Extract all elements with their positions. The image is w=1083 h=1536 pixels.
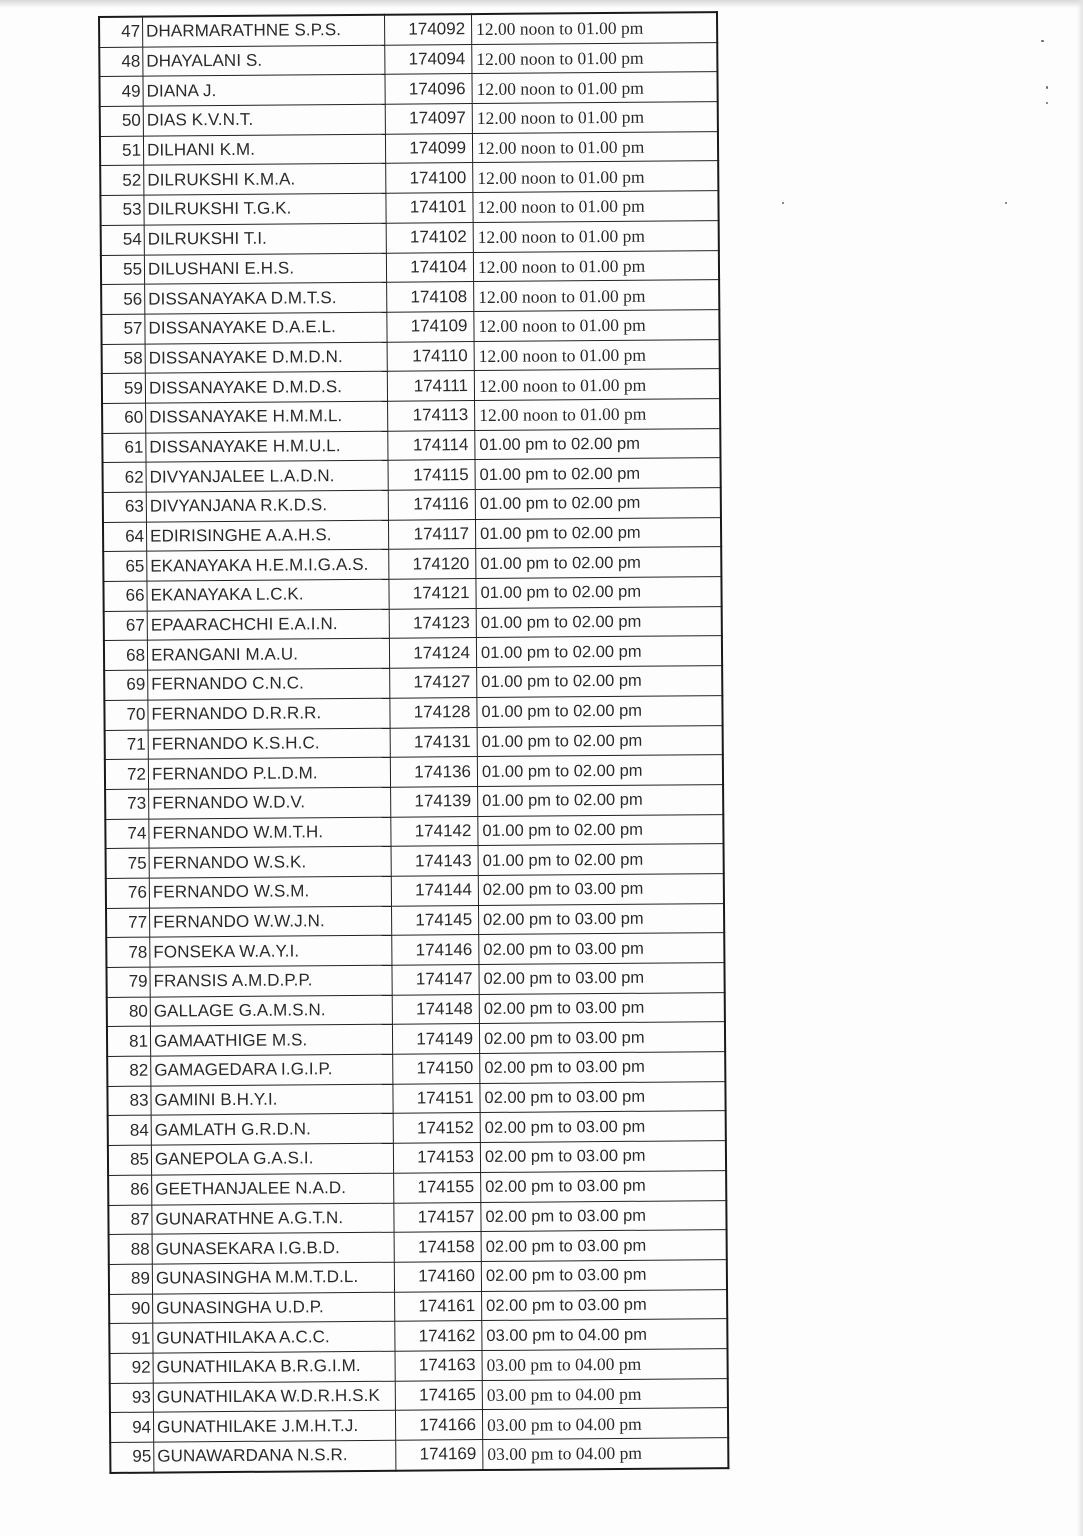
row-number: 63 — [103, 492, 147, 522]
table-row — [104, 666, 722, 701]
time-slot: 02.00 pm to 03.00 pm — [480, 1141, 726, 1173]
table-row — [109, 1319, 727, 1354]
time-slot: 02.00 pm to 03.00 pm — [479, 992, 725, 1024]
candidate-id: 174113 — [388, 400, 475, 430]
time-slot: 12.00 noon to 01.00 pm — [474, 310, 720, 342]
candidate-name: GUNATHILAKA A.C.C. — [153, 1321, 395, 1353]
candidate-name: EPAARACHCHI E.A.I.N. — [147, 609, 389, 641]
schedule-table — [98, 11, 729, 1474]
candidate-name: DHARMARATHNE S.P.S. — [143, 15, 385, 47]
table-row — [100, 191, 718, 226]
candidate-id: 174145 — [391, 905, 478, 935]
candidate-name: EKANAYAKA L.C.K. — [147, 579, 389, 611]
table-row — [108, 1111, 726, 1146]
row-number: 52 — [100, 166, 144, 196]
table-row — [106, 844, 724, 879]
candidate-name: FONSEKA W.A.Y.I. — [150, 936, 392, 968]
row-number: 54 — [101, 225, 145, 255]
row-number: 66 — [103, 581, 147, 611]
candidate-name: DILRUKSHI T.I. — [144, 223, 386, 255]
row-number: 78 — [106, 937, 150, 967]
table-row — [103, 517, 721, 552]
table-row — [105, 725, 723, 760]
candidate-id: 174121 — [389, 579, 476, 609]
candidate-id: 174131 — [390, 727, 477, 757]
candidate-name: FERNANDO W.S.M. — [149, 876, 391, 908]
row-number: 59 — [102, 373, 146, 403]
candidate-name: DILHANI K.M. — [143, 134, 385, 166]
time-slot: 12.00 noon to 01.00 pm — [474, 339, 720, 371]
row-number: 61 — [102, 433, 146, 463]
table-row — [101, 250, 719, 285]
table-row — [103, 547, 721, 582]
table-row — [107, 1022, 725, 1057]
table-row — [110, 1408, 728, 1443]
time-slot: 02.00 pm to 03.00 pm — [479, 1022, 725, 1054]
table-row — [106, 874, 724, 909]
row-number: 85 — [108, 1145, 152, 1175]
row-number: 71 — [105, 730, 149, 760]
table-row — [107, 992, 725, 1027]
candidate-id: 174114 — [388, 430, 475, 460]
candidate-name: GAMAATHIGE M.S. — [150, 1025, 392, 1057]
time-slot: 02.00 pm to 03.00 pm — [481, 1170, 727, 1202]
table-row — [102, 339, 720, 374]
time-slot: 12.00 noon to 01.00 pm — [472, 42, 718, 74]
row-number: 51 — [100, 136, 144, 166]
candidate-id: 174117 — [388, 519, 475, 549]
time-slot: 02.00 pm to 03.00 pm — [482, 1289, 728, 1321]
candidate-id: 174109 — [387, 311, 474, 341]
candidate-id: 174101 — [386, 193, 473, 223]
table-row — [101, 220, 719, 255]
row-number: 92 — [110, 1353, 154, 1383]
time-slot: 12.00 noon to 01.00 pm — [472, 102, 718, 134]
row-number: 64 — [103, 522, 147, 552]
time-slot: 12.00 noon to 01.00 pm — [472, 131, 718, 163]
time-slot: 02.00 pm to 03.00 pm — [481, 1200, 727, 1232]
candidate-name: GUNAWARDANA N.S.R. — [154, 1440, 396, 1472]
candidate-id: 174169 — [396, 1440, 483, 1471]
candidate-id: 174096 — [385, 74, 472, 104]
candidate-id: 174158 — [394, 1232, 481, 1262]
candidate-id: 174146 — [392, 935, 479, 965]
scan-speck — [782, 202, 784, 204]
row-number: 55 — [101, 255, 145, 285]
table-row — [103, 488, 721, 523]
candidate-name: GUNASEKARA I.G.B.D. — [152, 1232, 394, 1264]
table-row — [109, 1230, 727, 1265]
candidate-name: GUNATHILAKA B.R.G.I.M. — [153, 1351, 395, 1383]
row-number: 74 — [105, 819, 149, 849]
candidate-name: DISSANAYAKE H.M.M.L. — [146, 401, 388, 433]
table-row — [101, 310, 719, 345]
time-slot: 12.00 noon to 01.00 pm — [474, 369, 720, 401]
time-slot: 02.00 pm to 03.00 pm — [479, 963, 725, 995]
time-slot: 02.00 pm to 03.00 pm — [480, 1081, 726, 1113]
table-row — [107, 1081, 725, 1116]
time-slot: 03.00 pm to 04.00 pm — [483, 1438, 729, 1470]
row-number: 94 — [110, 1412, 154, 1442]
table-row — [104, 606, 722, 641]
scan-speck — [1041, 40, 1044, 42]
row-number: 48 — [99, 47, 143, 77]
row-number: 88 — [109, 1234, 153, 1264]
candidate-name: GUNATHILAKE J.M.H.T.J. — [153, 1411, 395, 1443]
candidate-id: 174115 — [388, 460, 475, 490]
table-row — [102, 399, 720, 434]
row-number: 75 — [106, 848, 150, 878]
table-row — [104, 636, 722, 671]
candidate-id: 174094 — [385, 44, 472, 74]
table-row — [106, 903, 724, 938]
candidate-name: GEETHANJALEE N.A.D. — [152, 1173, 394, 1205]
time-slot: 12.00 noon to 01.00 pm — [471, 12, 717, 44]
candidate-name: GUNATHILAKA W.D.R.H.S.K — [153, 1381, 395, 1413]
candidate-name: DIVYANJANA R.K.D.S. — [146, 490, 388, 522]
schedule-table-container — [98, 11, 731, 1474]
row-number: 57 — [101, 314, 145, 344]
table-row — [102, 428, 720, 463]
table-row — [101, 280, 719, 315]
candidate-name: FERNANDO D.R.R.R. — [148, 698, 390, 730]
time-slot: 03.00 pm to 04.00 pm — [482, 1319, 728, 1351]
candidate-name: GAMLATH G.R.D.N. — [151, 1114, 393, 1146]
row-number: 76 — [106, 878, 150, 908]
candidate-name: GUNASINGHA M.M.T.D.L. — [152, 1262, 394, 1294]
time-slot: 01.00 pm to 02.00 pm — [475, 458, 721, 490]
time-slot: 01.00 pm to 02.00 pm — [478, 814, 724, 846]
table-row — [105, 784, 723, 819]
table-row — [103, 458, 721, 493]
time-slot: 01.00 pm to 02.00 pm — [478, 844, 724, 876]
time-slot: 02.00 pm to 03.00 pm — [481, 1259, 727, 1291]
table-row — [105, 755, 723, 790]
candidate-id: 174111 — [387, 371, 474, 401]
table-row — [99, 72, 717, 107]
time-slot: 01.00 pm to 02.00 pm — [475, 488, 721, 520]
candidate-id: 174123 — [389, 608, 476, 638]
row-number: 47 — [99, 17, 143, 48]
candidate-id: 174136 — [390, 757, 477, 787]
candidate-name: FERNANDO W.D.V. — [149, 787, 391, 819]
candidate-id: 174148 — [392, 994, 479, 1024]
row-number: 67 — [104, 611, 148, 641]
time-slot: 12.00 noon to 01.00 pm — [472, 72, 718, 104]
candidate-id: 174161 — [395, 1291, 482, 1321]
candidate-id: 174104 — [386, 252, 473, 282]
candidate-id: 174099 — [385, 133, 472, 163]
time-slot: 01.00 pm to 02.00 pm — [476, 577, 722, 609]
candidate-id: 174149 — [392, 1024, 479, 1054]
candidate-id: 174124 — [389, 638, 476, 668]
candidate-id: 174162 — [395, 1321, 482, 1351]
row-number: 58 — [102, 344, 146, 374]
candidate-id: 174165 — [395, 1380, 482, 1410]
candidate-id: 174128 — [390, 697, 477, 727]
schedule-table-body — [99, 12, 728, 1472]
time-slot: 01.00 pm to 02.00 pm — [476, 547, 722, 579]
candidate-id: 174127 — [390, 668, 477, 698]
candidate-name: GAMAGEDARA I.G.I.P. — [151, 1054, 393, 1086]
time-slot: 12.00 noon to 01.00 pm — [473, 161, 719, 193]
time-slot: 12.00 noon to 01.00 pm — [473, 250, 719, 282]
candidate-id: 174163 — [395, 1350, 482, 1380]
candidate-name: FRANSIS A.M.D.P.P. — [150, 965, 392, 997]
candidate-id: 174151 — [393, 1083, 480, 1113]
table-row — [102, 369, 720, 404]
time-slot: 01.00 pm to 02.00 pm — [476, 606, 722, 638]
time-slot: 12.00 noon to 01.00 pm — [473, 220, 719, 252]
time-slot: 03.00 pm to 04.00 pm — [482, 1349, 728, 1381]
time-slot: 01.00 pm to 02.00 pm — [478, 784, 724, 816]
candidate-id: 174120 — [389, 549, 476, 579]
table-row — [106, 963, 724, 998]
candidate-id: 174139 — [391, 786, 478, 816]
candidate-name: DIAS K.V.N.T. — [143, 104, 385, 136]
time-slot: 01.00 pm to 02.00 pm — [475, 428, 721, 460]
row-number: 95 — [110, 1442, 154, 1473]
candidate-name: DILRUKSHI K.M.A. — [144, 164, 386, 196]
row-number: 90 — [109, 1294, 153, 1324]
candidate-id: 174097 — [385, 104, 472, 134]
row-number: 87 — [108, 1205, 152, 1235]
candidate-name: DISSANAYAKA D.M.T.S. — [145, 282, 387, 314]
time-slot: 02.00 pm to 03.00 pm — [480, 1052, 726, 1084]
candidate-id: 174147 — [392, 965, 479, 995]
table-row — [103, 577, 721, 612]
candidate-name: GALLAGE G.A.M.S.N. — [150, 995, 392, 1027]
candidate-name: FERNANDO K.S.H.C. — [148, 728, 390, 760]
row-number: 91 — [109, 1323, 153, 1353]
candidate-id: 174157 — [394, 1202, 481, 1232]
table-row — [110, 1349, 728, 1384]
candidate-name: DILUSHANI E.H.S. — [144, 253, 386, 285]
candidate-id: 174160 — [394, 1261, 481, 1291]
candidate-name: FERNANDO W.S.K. — [149, 846, 391, 878]
candidate-id: 174150 — [393, 1054, 480, 1084]
scan-speck — [1005, 202, 1007, 204]
time-slot: 01.00 pm to 02.00 pm — [477, 666, 723, 698]
candidate-id: 174100 — [386, 163, 473, 193]
time-slot: 12.00 noon to 01.00 pm — [473, 191, 719, 223]
row-number: 83 — [107, 1086, 151, 1116]
time-slot: 12.00 noon to 01.00 pm — [475, 399, 721, 431]
time-slot: 02.00 pm to 03.00 pm — [481, 1230, 727, 1262]
time-slot: 01.00 pm to 02.00 pm — [475, 517, 721, 549]
row-number: 77 — [106, 908, 150, 938]
candidate-name: FERNANDO W.W.J.N. — [150, 906, 392, 938]
row-number: 84 — [108, 1116, 152, 1146]
candidate-id: 174142 — [391, 816, 478, 846]
candidate-id: 174144 — [391, 875, 478, 905]
candidate-name: DIVYANJALEE L.A.D.N. — [146, 461, 388, 493]
row-number: 86 — [108, 1175, 152, 1205]
table-row — [107, 1052, 725, 1087]
table-row — [109, 1259, 727, 1294]
time-slot: 02.00 pm to 03.00 pm — [478, 903, 724, 935]
table-row — [108, 1170, 726, 1205]
candidate-name: DISSANAYAKE D.A.E.L. — [145, 312, 387, 344]
scan-shadow-right — [1077, 0, 1083, 1536]
row-number: 56 — [101, 284, 145, 314]
table-row — [100, 161, 718, 196]
table-row — [100, 102, 718, 137]
row-number: 68 — [104, 641, 148, 671]
candidate-name: FERNANDO P.L.D.M. — [148, 757, 390, 789]
candidate-id: 174110 — [387, 341, 474, 371]
table-row — [105, 814, 723, 849]
row-number: 82 — [107, 1056, 151, 1086]
candidate-id: 174153 — [393, 1143, 480, 1173]
candidate-id: 174155 — [394, 1172, 481, 1202]
row-number: 93 — [110, 1383, 154, 1413]
scan-speck — [1046, 86, 1048, 89]
scan-shadow-top — [0, 0, 1083, 8]
time-slot: 02.00 pm to 03.00 pm — [478, 874, 724, 906]
row-number: 69 — [104, 670, 148, 700]
candidate-name: DISSANAYAKE H.M.U.L. — [146, 431, 388, 463]
candidate-name: DISSANAYAKE D.M.D.N. — [145, 342, 387, 374]
table-row — [100, 131, 718, 166]
time-slot: 01.00 pm to 02.00 pm — [477, 755, 723, 787]
time-slot: 12.00 noon to 01.00 pm — [474, 280, 720, 312]
candidate-id: 174143 — [391, 846, 478, 876]
candidate-name: ERANGANI M.A.U. — [147, 639, 389, 671]
time-slot: 01.00 pm to 02.00 pm — [477, 725, 723, 757]
candidate-id: 174152 — [393, 1113, 480, 1143]
candidate-name: DISSANAYAKE D.M.D.S. — [145, 371, 387, 403]
row-number: 65 — [103, 552, 147, 582]
row-number: 60 — [102, 403, 146, 433]
table-row — [99, 42, 717, 77]
candidate-id: 174108 — [387, 282, 474, 312]
row-number: 49 — [99, 77, 143, 107]
row-number: 62 — [103, 462, 147, 492]
table-row — [99, 12, 717, 47]
candidate-name: DIANA J. — [143, 75, 385, 107]
candidate-id: 174102 — [386, 222, 473, 252]
time-slot: 01.00 pm to 02.00 pm — [476, 636, 722, 668]
table-row — [110, 1438, 728, 1473]
candidate-name: EKANAYAKA H.E.M.I.G.A.S. — [147, 550, 389, 582]
row-number: 70 — [104, 700, 148, 730]
candidate-name: FERNANDO W.M.T.H. — [149, 817, 391, 849]
time-slot: 01.00 pm to 02.00 pm — [477, 695, 723, 727]
row-number: 50 — [100, 106, 144, 136]
time-slot: 02.00 pm to 03.00 pm — [480, 1111, 726, 1143]
candidate-name: DILRUKSHI T.G.K. — [144, 193, 386, 225]
table-row — [110, 1378, 728, 1413]
scan-speck — [1046, 102, 1048, 104]
row-number: 73 — [105, 789, 149, 819]
table-row — [109, 1289, 727, 1324]
time-slot: 03.00 pm to 04.00 pm — [482, 1378, 728, 1410]
candidate-name: GUNARATHNE A.G.T.N. — [152, 1203, 394, 1235]
table-row — [108, 1200, 726, 1235]
candidate-name: GANEPOLA G.A.S.I. — [151, 1143, 393, 1175]
row-number: 80 — [107, 997, 151, 1027]
candidate-name: DHAYALANI S. — [143, 45, 385, 77]
candidate-id: 174166 — [395, 1410, 482, 1440]
row-number: 89 — [109, 1264, 153, 1294]
row-number: 72 — [105, 759, 149, 789]
time-slot: 02.00 pm to 03.00 pm — [479, 933, 725, 965]
time-slot: 03.00 pm to 04.00 pm — [482, 1408, 728, 1440]
table-row — [104, 695, 722, 730]
candidate-name: GAMINI B.H.Y.I. — [151, 1084, 393, 1116]
candidate-id: 174092 — [384, 14, 471, 45]
candidate-id: 174116 — [388, 490, 475, 520]
row-number: 53 — [100, 195, 144, 225]
candidate-name: FERNANDO C.N.C. — [148, 668, 390, 700]
candidate-name: EDIRISINGHE A.A.H.S. — [146, 520, 388, 552]
table-row — [106, 933, 724, 968]
table-row — [108, 1141, 726, 1176]
candidate-name: GUNASINGHA U.D.P. — [153, 1292, 395, 1324]
row-number: 81 — [107, 1026, 151, 1056]
row-number: 79 — [106, 967, 150, 997]
